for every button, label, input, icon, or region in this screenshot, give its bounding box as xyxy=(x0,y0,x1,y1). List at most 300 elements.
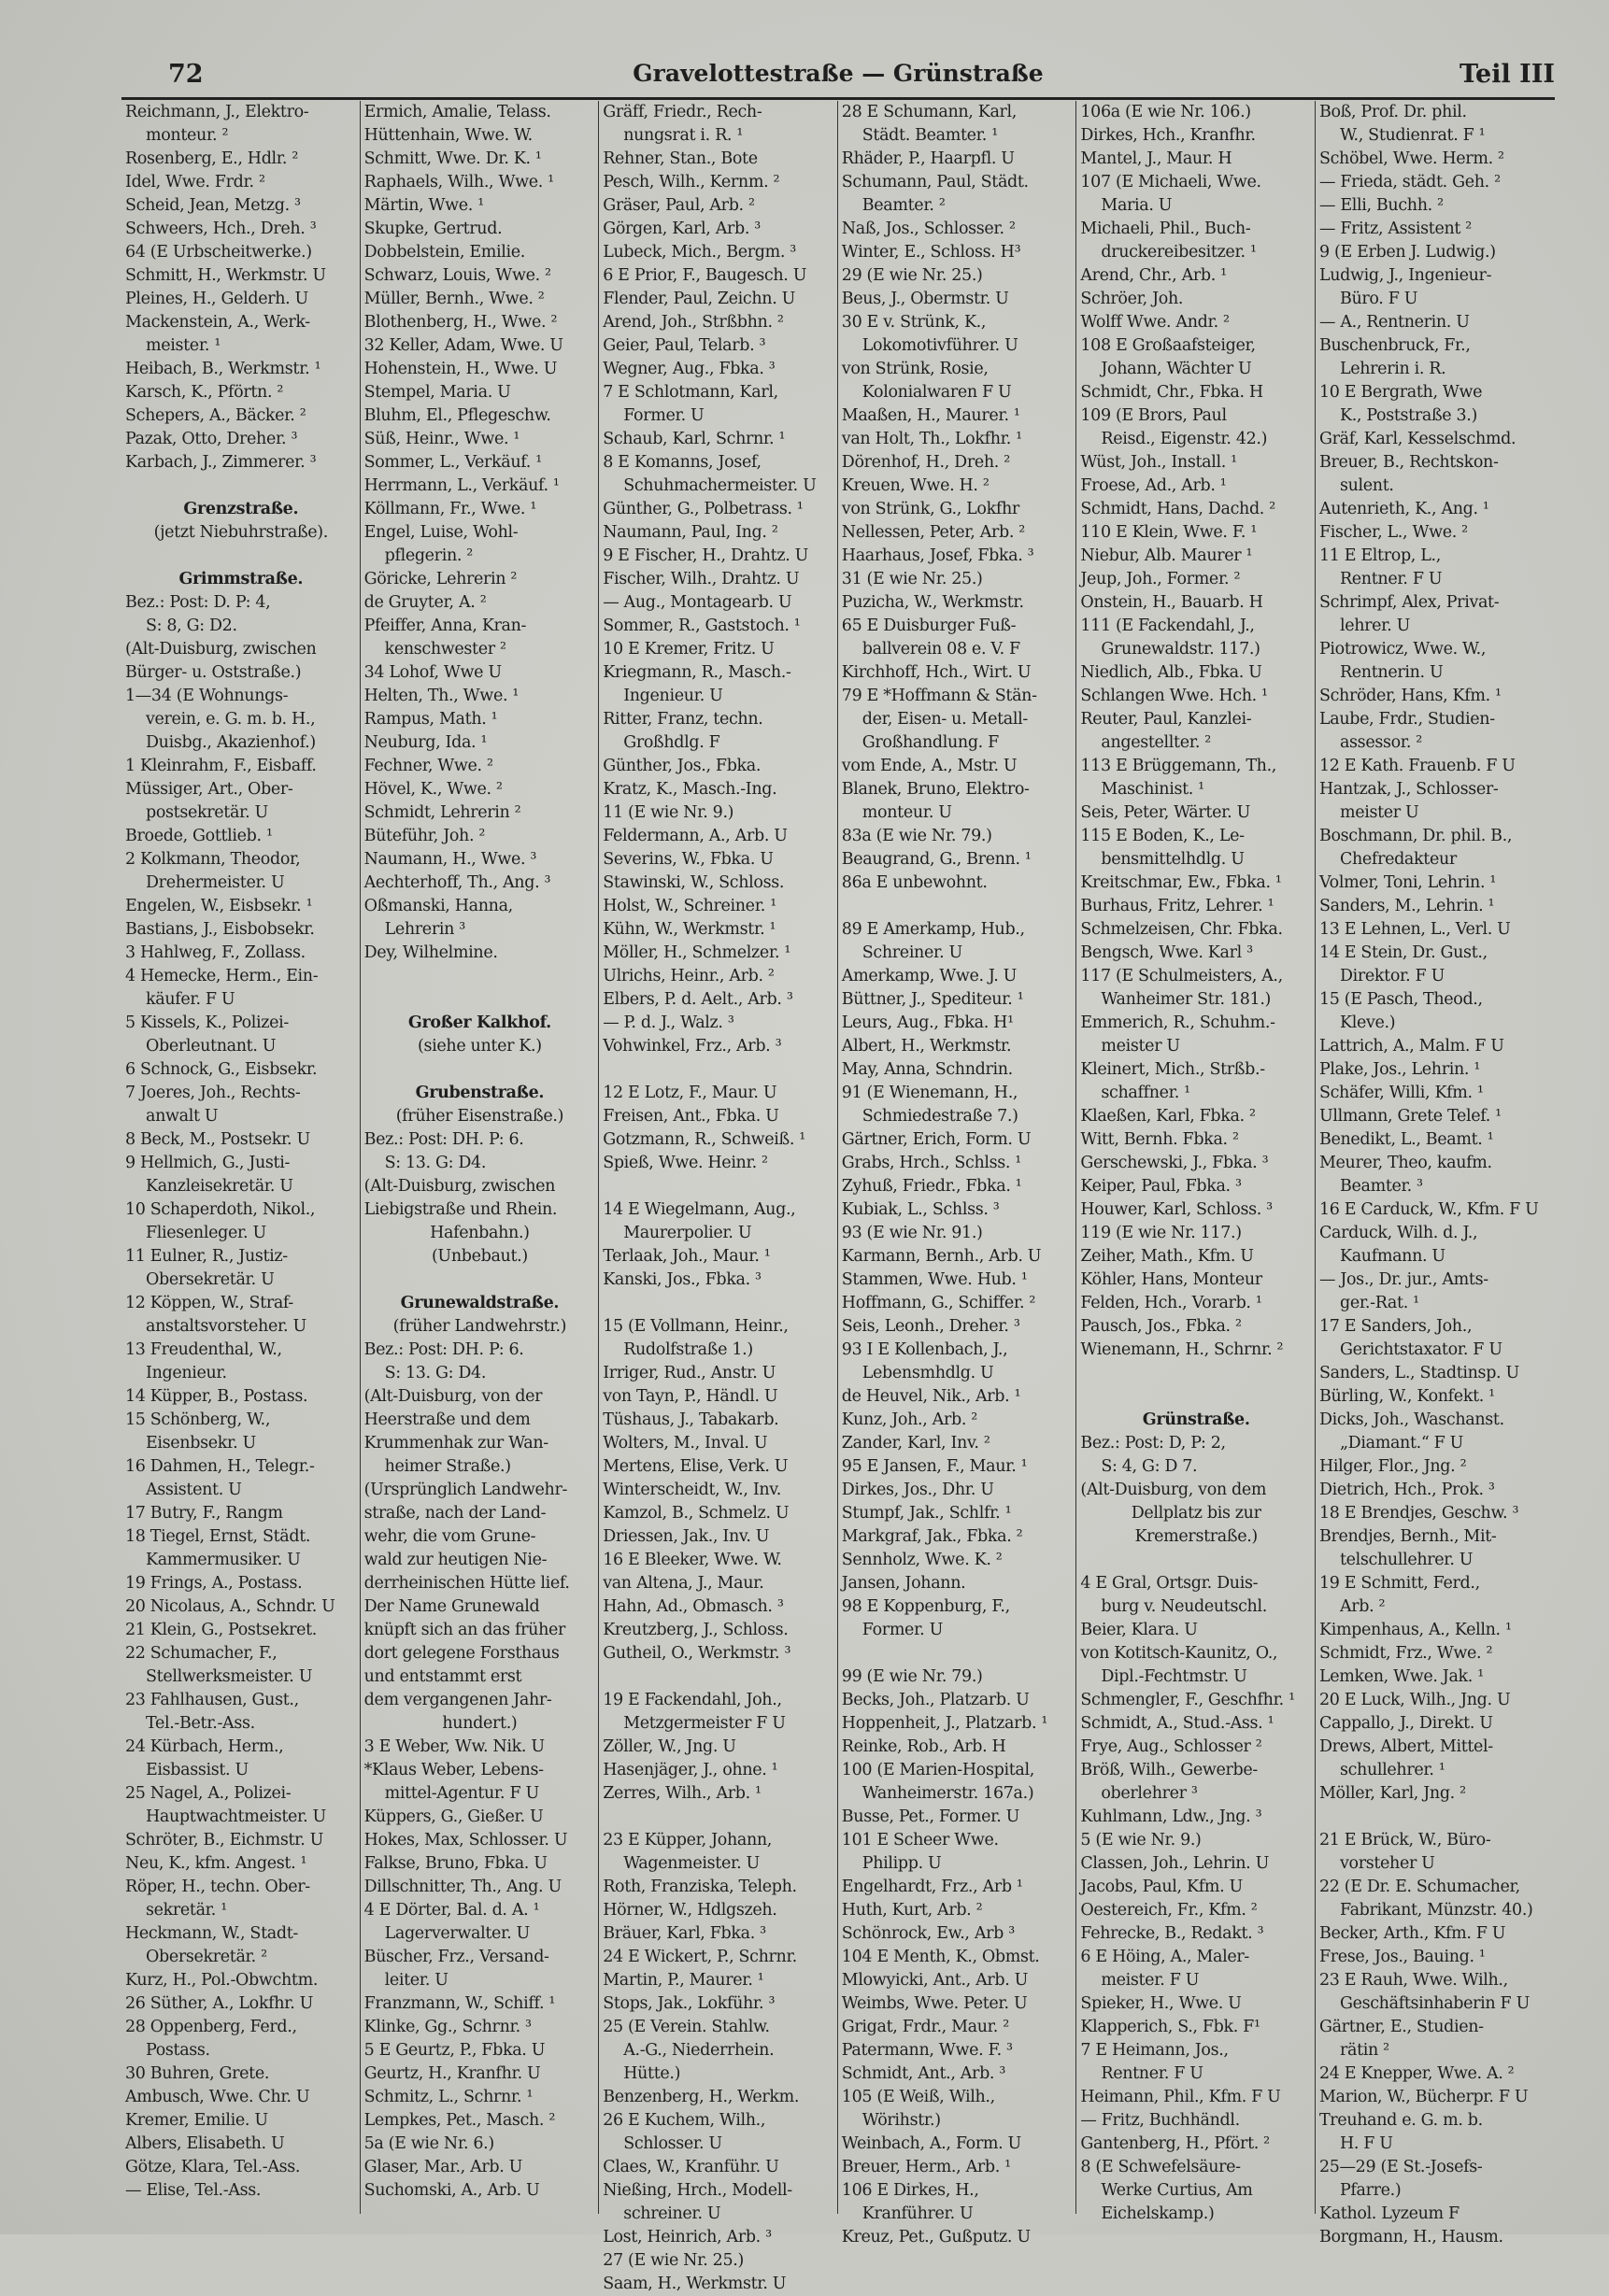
street-heading: Grimmstraße. xyxy=(178,570,304,588)
directory-line xyxy=(364,965,596,988)
directory-line: Schönrock, Ew., Arb ³ xyxy=(841,1924,1015,1943)
street-heading: Grünstraße. xyxy=(1142,1410,1250,1429)
directory-line: Busse, Pet., Former. U xyxy=(841,1807,1020,1826)
directory-line: 98 E Koppenburg, F., xyxy=(841,1597,1010,1616)
directory-line: Raphaels, Wilh., Wwe. ¹ xyxy=(363,173,554,191)
directory-line: Fliesenleger. U xyxy=(146,1224,266,1242)
directory-line: Dirkes, Jos., Dhr. U xyxy=(841,1481,994,1499)
directory-line: Vohwinkel, Frz., Arb. ³ xyxy=(603,1037,782,1056)
directory-line: Werke Curtius, Am xyxy=(1101,2181,1253,2200)
directory-line: van Holt, Th., Lokfhr. ¹ xyxy=(841,430,1022,448)
directory-line: 27 (E wie Nr. 25.) xyxy=(603,2251,744,2270)
directory-line: Naß, Jos., Schlosser. ² xyxy=(841,220,1016,238)
directory-line: Obersekretär. ² xyxy=(146,1948,267,1966)
directory-line: Ritter, Franz, techn. xyxy=(603,710,763,729)
directory-line: Spieker, H., Wwe. U xyxy=(1080,1994,1242,2013)
directory-line: 12 E Lotz, F., Maur. U xyxy=(603,1084,777,1102)
directory-line: Keiper, Paul, Fbka. ³ xyxy=(1080,1177,1242,1196)
directory-line: (früher Landwehrstr.) xyxy=(392,1317,567,1336)
directory-line: schullehrer. ¹ xyxy=(1339,1761,1445,1779)
directory-line: Schöbel, Wwe. Herm. ² xyxy=(1318,149,1504,168)
directory-line: Schmidt, A., Stud.-Ass. ¹ xyxy=(1080,1714,1274,1733)
directory-line: 5 E Geurtz, P., Fbka. U xyxy=(363,2041,546,2060)
directory-line: Houwer, Karl, Schloss. ³ xyxy=(1080,1200,1273,1219)
directory-line: postsekretär. U xyxy=(146,803,268,822)
directory-line: Hokes, Max, Schlosser. U xyxy=(363,1831,568,1850)
directory-line: (Alt-Duisburg, von dem xyxy=(1080,1481,1267,1499)
directory-line: (jetzt Niebuhrstraße). xyxy=(153,523,328,542)
directory-line: Ulrichs, Heinr., Arb. ² xyxy=(603,967,775,985)
directory-line: Oßmanski, Hanna, xyxy=(363,897,513,915)
directory-line: Eisenbsekr. U xyxy=(146,1434,256,1453)
directory-line: 83a (E wie Nr. 79.) xyxy=(841,827,992,845)
directory-line: lehrer. U xyxy=(1339,617,1411,635)
directory-line: Arb. ² xyxy=(1339,1597,1386,1616)
directory-line: Fehrecke, B., Redakt. ³ xyxy=(1080,1924,1264,1943)
directory-line: Schmiedestraße 7.) xyxy=(861,1107,1018,1126)
running-title: Gravelottestraße — Grünstraße xyxy=(633,60,1044,87)
directory-line: Märtin, Wwe. ¹ xyxy=(363,196,484,215)
directory-line: 21 E Brück, W., Büro- xyxy=(1318,1831,1491,1850)
directory-line: Dietrich, Hch., Prok. ³ xyxy=(1318,1481,1495,1499)
directory-line: Oberleutnant. U xyxy=(146,1037,277,1056)
directory-line: Ludwig, J., Ingenieur- xyxy=(1318,266,1492,285)
directory-line: von Kotitsch-Kaunitz, O., xyxy=(1080,1644,1278,1663)
directory-line: Schmitt, H., Werkmstr. U xyxy=(125,266,326,285)
directory-line: ger.-Rat. ¹ xyxy=(1339,1294,1419,1312)
directory-line: Dillschnitter, Th., Ang. U xyxy=(363,1878,562,1896)
directory-line: derrheinischen Hütte lief. xyxy=(363,1574,570,1593)
directory-line: Schmidt, Chr., Fbka. H xyxy=(1080,383,1263,402)
directory-line: Büteführ, Joh. ² xyxy=(363,827,486,845)
directory-line: 100 (E Marien-Hospital, xyxy=(841,1761,1034,1779)
directory-line: Bez.: Post: DH. P: 6. xyxy=(363,1340,524,1359)
directory-line: 95 E Jansen, F., Maur. ¹ xyxy=(841,1457,1028,1476)
directory-line: Mertens, Elise, Verk. U xyxy=(603,1457,789,1476)
directory-line: Schwarz, Louis, Wwe. ² xyxy=(363,266,551,285)
directory-line: Mackenstein, A., Werk- xyxy=(125,313,310,332)
directory-line: Pfarre.) xyxy=(1339,2181,1402,2200)
directory-line: Geier, Paul, Telarb. ³ xyxy=(603,336,766,355)
directory-line: 10 E Bergrath, Wwe xyxy=(1318,383,1483,402)
directory-line: Severins, W., Fbka. U xyxy=(603,850,774,869)
directory-line: Kamzol, B., Schmelz. U xyxy=(603,1504,790,1523)
directory-line: 32 Keller, Adam, Wwe. U xyxy=(363,336,563,355)
directory-line: Arend, Chr., Arb. ¹ xyxy=(1080,266,1227,285)
directory-line: Pesch, Wilh., Kernm. ² xyxy=(603,173,780,191)
directory-line: 9 E Fischer, H., Drahtz. U xyxy=(603,546,809,565)
directory-line xyxy=(364,1268,596,1292)
directory-line: Dobbelstein, Emilie. xyxy=(363,243,525,262)
directory-line: Der Name Grunewald xyxy=(363,1597,540,1616)
directory-line: Former. U xyxy=(623,406,705,425)
directory-line: Bengsch, Wwe. Karl ³ xyxy=(1080,943,1253,962)
directory-line: Autenrieth, K., Ang. ¹ xyxy=(1318,500,1489,518)
directory-line: Eichelskamp.) xyxy=(1101,2204,1215,2223)
directory-line: 22 (E Dr. E. Schumacher, xyxy=(1318,1878,1520,1896)
directory-line: Möller, H., Schmelzer. ¹ xyxy=(603,943,791,962)
directory-line: Spieß, Wwe. Heinr. ² xyxy=(603,1154,768,1172)
directory-line: Süß, Heinr., Wwe. ¹ xyxy=(363,430,520,448)
directory-line: 15 Schönberg, W., xyxy=(125,1410,271,1429)
directory-line: Rentner. F U xyxy=(1101,2064,1203,2083)
directory-line: Hüttenhain, Wwe. W. xyxy=(363,126,533,145)
directory-line: Meurer, Theo, kaufm. xyxy=(1318,1154,1492,1172)
directory-line: Wörihstr.) xyxy=(861,2111,941,2130)
directory-line: 18 Tiegel, Ernst, Städt. xyxy=(125,1527,311,1546)
directory-line: Wegner, Aug., Fbka. ³ xyxy=(603,360,776,378)
directory-line: Kreutzberg, J., Schloss. xyxy=(603,1621,789,1639)
directory-line: Günther, Jos., Fbka. xyxy=(603,757,762,775)
directory-line: 28 E Schumann, Karl, xyxy=(841,103,1018,121)
directory-line: Naumann, H., Wwe. ³ xyxy=(363,850,537,869)
directory-line: druckereibesitzer. ¹ xyxy=(1101,243,1257,262)
directory-line: 111 (E Fackendahl, J., xyxy=(1080,617,1255,635)
page-number: 72 xyxy=(168,60,204,89)
directory-line: 16 E Carduck, W., Kfm. F U xyxy=(1318,1200,1539,1219)
directory-line: Schrimpf, Alex, Privat- xyxy=(1318,593,1500,612)
directory-line: Martin, P., Maurer. ¹ xyxy=(603,1971,764,1990)
directory-line: 24 E Knepper, Wwe. A. ² xyxy=(1318,2064,1515,2083)
directory-line: und entstammt erst xyxy=(363,1667,522,1686)
directory-line: 8 (E Schwefelsäure- xyxy=(1080,2158,1241,2176)
directory-line: Grunewaldstr. 117.) xyxy=(1101,640,1260,659)
directory-line: Ambusch, Wwe. Chr. U xyxy=(125,2088,310,2106)
directory-line: 16 Dahmen, H., Telegr.- xyxy=(125,1457,315,1476)
directory-line: 24 Kürbach, Herm., xyxy=(125,1737,284,1756)
directory-line: 64 (E Urbscheitwerke.) xyxy=(125,243,312,262)
directory-line: Freisen, Ant., Fbka. U xyxy=(603,1107,779,1126)
directory-line: 117 (E Schulmeisters, A., xyxy=(1080,967,1283,985)
directory-line: Boß, Prof. Dr. phil. xyxy=(1318,103,1467,121)
directory-line: Maria. U xyxy=(1101,196,1173,215)
directory-line: Reichmann, J., Elektro- xyxy=(125,103,309,121)
directory-line: 19 E Fackendahl, Joh., xyxy=(603,1691,782,1709)
directory-line: 101 E Scheer Wwe. xyxy=(841,1831,999,1850)
directory-line: Gerichtstaxator. F U xyxy=(1339,1340,1502,1359)
directory-line: 104 E Menth, K., Obmst. xyxy=(841,1948,1040,1966)
directory-line: assessor. ² xyxy=(1339,733,1422,752)
directory-line: Fechner, Wwe. ² xyxy=(363,757,493,775)
directory-line xyxy=(1080,1362,1312,1385)
directory-line xyxy=(1080,1549,1312,1572)
directory-line: 30 Buhren, Grete. xyxy=(125,2064,270,2083)
directory-line: (Alt-Duisburg, von der xyxy=(363,1387,543,1406)
directory-line xyxy=(842,1642,1074,1665)
directory-line: Maschinist. ¹ xyxy=(1101,780,1204,799)
directory-line: Schmidt, Ant., Arb. ³ xyxy=(841,2064,1006,2083)
directory-line: K., Poststraße 3.) xyxy=(1339,406,1477,425)
directory-line: Geschäftsinhaberin F U xyxy=(1339,1994,1530,2013)
directory-line: wald zur heutigen Nie- xyxy=(363,1551,548,1569)
directory-line: Markgraf, Jak., Fbka. ² xyxy=(841,1527,1023,1546)
directory-line: Gräser, Paul, Arb. ² xyxy=(603,196,755,215)
directory-line: — A., Rentnerin. U xyxy=(1318,313,1470,332)
directory-line: Marion, W., Bücherpr. F U xyxy=(1318,2088,1529,2106)
directory-line: Kunz, Joh., Arb. ² xyxy=(841,1410,977,1429)
directory-line: vorsteher U xyxy=(1339,1854,1435,1873)
directory-line: Drews, Albert, Mittel- xyxy=(1318,1737,1493,1756)
directory-line: verein, e. G. m. b. H., xyxy=(146,710,316,729)
directory-line: meister U xyxy=(1101,1037,1180,1056)
directory-line: Karbach, J., Zimmerer. ³ xyxy=(125,453,317,472)
directory-line: Volmer, Toni, Lehrin. ¹ xyxy=(1318,873,1497,892)
directory-line: Helten, Th., Wwe. ¹ xyxy=(363,687,520,705)
directory-line: Schlosser. U xyxy=(623,2134,722,2153)
directory-line: Rudolfstraße 1.) xyxy=(623,1340,753,1359)
directory-line: 3 E Weber, Ww. Nik. U xyxy=(363,1737,545,1756)
directory-line: 28 Oppenberg, Ferd., xyxy=(125,2018,297,2036)
directory-line: Großhandlung. F xyxy=(861,733,999,752)
directory-line: S: 13. G: D4. xyxy=(384,1154,487,1172)
directory-line: Dellplatz bis zur xyxy=(1131,1504,1261,1523)
directory-line: 18 E Brendjes, Geschw. ³ xyxy=(1318,1504,1519,1523)
directory-line: Seis, Peter, Wärter. U xyxy=(1080,803,1250,822)
directory-line: (Alt-Duisburg, zwischen xyxy=(363,1177,556,1196)
directory-line: Niedlich, Alb., Fbka. U xyxy=(1080,663,1262,682)
directory-line: rätin ² xyxy=(1339,2041,1389,2060)
directory-line: Schweers, Hch., Dreh. ³ xyxy=(125,220,317,238)
directory-line: Mlowyicki, Ant., Arb. U xyxy=(841,1971,1029,1990)
directory-line xyxy=(125,475,357,498)
directory-line: Grabs, Hrch., Schlss. ¹ xyxy=(841,1154,1021,1172)
directory-line: Brendjes, Bernh., Mit- xyxy=(1318,1527,1497,1546)
directory-line: Holst, W., Schreiner. ¹ xyxy=(603,897,776,915)
directory-line: 9 Hellmich, G., Justi- xyxy=(125,1154,291,1172)
directory-line xyxy=(603,1058,834,1082)
directory-line: Nellessen, Peter, Arb. ² xyxy=(841,523,1025,542)
directory-line: Hafenbahn.) xyxy=(430,1224,530,1242)
directory-line: Kleve.) xyxy=(1339,1013,1396,1032)
street-heading: Grenzstraße. xyxy=(183,500,299,518)
directory-line: A.-G., Niederrhein. xyxy=(623,2041,775,2060)
directory-line: 1 Kleinrahm, F., Eisbaff. xyxy=(125,757,317,775)
directory-line: Saam, H., Werkmstr. U xyxy=(603,2275,787,2293)
directory-line: Froese, Ad., Arb. ¹ xyxy=(1080,476,1227,495)
directory-line: Wanheimerstr. 167a.) xyxy=(861,1784,1034,1803)
directory-line: Gräf, Karl, Kesselschmd. xyxy=(1318,430,1516,448)
directory-line: 7 E Heimann, Jos., xyxy=(1080,2041,1229,2060)
directory-line: Schmidt, Frz., Wwe. ² xyxy=(1318,1644,1493,1663)
directory-line: Schröer, Joh. xyxy=(1080,290,1184,308)
directory-line: Haarhaus, Josef, Fbka. ³ xyxy=(841,546,1034,565)
directory-line: Zeiher, Math., Kfm. U xyxy=(1080,1247,1254,1266)
directory-line: Lokomotivführer. U xyxy=(861,336,1018,355)
directory-line: Pausch, Jos., Fbka. ² xyxy=(1080,1317,1242,1336)
directory-line: Köhler, Hans, Monteur xyxy=(1080,1270,1262,1289)
directory-line: Weimbs, Wwe. Peter. U xyxy=(841,1994,1028,2013)
directory-line: Bastians, J., Eisbobsekr. xyxy=(125,920,315,939)
directory-line: dem vergangenen Jahr- xyxy=(363,1691,552,1709)
street-heading: Großer Kalkhof. xyxy=(407,1013,551,1032)
directory-line: 19 E Schmitt, Ferd., xyxy=(1318,1574,1480,1593)
directory-line: Sanders, L., Stadtinsp. U xyxy=(1318,1364,1519,1382)
directory-line: 89 E Amerkamp, Hub., xyxy=(841,920,1025,939)
directory-line: heimer Straße.) xyxy=(384,1457,511,1476)
directory-line: Obersekretär. U xyxy=(146,1270,275,1289)
directory-line: Krummenhak zur Wan- xyxy=(363,1434,548,1453)
directory-line: 2 Kolkmann, Theodor, xyxy=(125,850,301,869)
directory-line: Kanski, Jos., Fbka. ³ xyxy=(603,1270,762,1289)
directory-line: Sommer, R., Gaststoch. ¹ xyxy=(603,617,801,635)
directory-line xyxy=(364,988,596,1012)
directory-line: Becker, Arth., Kfm. F U xyxy=(1318,1924,1506,1943)
directory-line: Tel.-Betr.-Ass. xyxy=(146,1714,255,1733)
directory-line: Wüst, Joh., Install. ¹ xyxy=(1080,453,1237,472)
directory-line: 1—34 (E Wohnungs- xyxy=(125,687,289,705)
directory-line: Drehermeister. U xyxy=(146,873,285,892)
directory-line: 3 Hahlweg, F., Zollass. xyxy=(125,943,306,962)
directory-line: Gutheil, O., Werkmstr. ³ xyxy=(603,1644,791,1663)
directory-line: 23 E Rauh, Wwe. Wilh., xyxy=(1318,1971,1508,1990)
directory-line: 22 Schumacher, F., xyxy=(125,1644,278,1663)
directory-line: Kurz, H., Pol.-Obwchtm. xyxy=(125,1971,319,1990)
directory-line: 4 E Dörter, Bal. d. A. ¹ xyxy=(363,1901,540,1920)
directory-line: — Elli, Buchh. ² xyxy=(1318,196,1444,215)
directory-line: Rhäder, P., Haarpfl. U xyxy=(841,149,1015,168)
directory-line: 8 Beck, M., Postsekr. U xyxy=(125,1130,310,1149)
directory-line: Schmelzeisen, Chr. Fbka. xyxy=(1080,920,1283,939)
directory-line: 119 (E wie Nr. 117.) xyxy=(1080,1224,1242,1242)
directory-line: Irriger, Rud., Anstr. U xyxy=(603,1364,776,1382)
directory-line: Terlaak, Joh., Maur. ¹ xyxy=(603,1247,771,1266)
directory-line: Schäfer, Willi, Kfm. ¹ xyxy=(1318,1084,1484,1102)
directory-line: Lehrerin ³ xyxy=(384,920,465,939)
directory-line: Görgen, Karl, Arb. ³ xyxy=(603,220,761,238)
directory-line: Lehrerin i. R. xyxy=(1339,360,1446,378)
directory-line: 12 Köppen, W., Straf- xyxy=(125,1294,293,1312)
directory-line: Kreuen, Wwe. H. ² xyxy=(841,476,990,495)
directory-line: de Gruyter, A. ² xyxy=(363,593,487,612)
directory-line: 14 E Wiegelmann, Aug., xyxy=(603,1200,796,1219)
directory-line: Elbers, P. d. Aelt., Arb. ³ xyxy=(603,990,793,1009)
directory-line: Aechterhoff, Th., Ang. ³ xyxy=(363,873,551,892)
directory-line: Burhaus, Fritz, Lehrer. ¹ xyxy=(1080,897,1274,915)
directory-line: — Fritz, Assistent ² xyxy=(1318,220,1472,238)
directory-line: Albers, Elisabeth. U xyxy=(125,2134,285,2153)
directory-line: Becks, Joh., Platzarb. U xyxy=(841,1691,1030,1709)
directory-line: oberlehrer ³ xyxy=(1101,1784,1198,1803)
directory-column xyxy=(1076,101,1316,2223)
directory-line: Lubeck, Mich., Bergm. ³ xyxy=(603,243,796,262)
directory-line: 109 (E Brors, Paul xyxy=(1080,406,1227,425)
directory-line: Albert, H., Werkmstr. xyxy=(841,1037,1012,1056)
directory-line: Bez.: Post: DH. P: 6. xyxy=(363,1130,524,1149)
directory-line: 20 Nicolaus, A., Schndr. U xyxy=(125,1597,335,1616)
directory-line: 31 (E wie Nr. 25.) xyxy=(841,570,983,588)
directory-line: Postass. xyxy=(146,2041,210,2060)
directory-line: Glaser, Mar., Arb. U xyxy=(363,2158,523,2176)
directory-line: 65 E Duisburger Fuß- xyxy=(841,617,1017,635)
directory-line: Roth, Franziska, Teleph. xyxy=(603,1878,797,1896)
directory-line: 99 (E wie Nr. 79.) xyxy=(841,1667,983,1686)
directory-line: — P. d. J., Walz. ³ xyxy=(603,1013,734,1032)
directory-line: Gerschewski, J., Fbka. ³ xyxy=(1080,1154,1269,1172)
directory-line: Küppers, G., Gießer. U xyxy=(363,1807,544,1826)
directory-line: van Altena, J., Maur. xyxy=(603,1574,764,1593)
directory-line: 113 E Brüggemann, Th., xyxy=(1080,757,1276,775)
directory-line: Falkse, Bruno, Fbka. U xyxy=(363,1854,548,1873)
directory-line: Beamter. ³ xyxy=(1339,1177,1423,1196)
directory-line: kenschwester ² xyxy=(384,640,506,659)
directory-line: 8 E Komanns, Josef, xyxy=(603,453,762,472)
directory-line: Beier, Klara. U xyxy=(1080,1621,1198,1639)
directory-line: Hauptwachtmeister. U xyxy=(146,1807,326,1826)
directory-line: Wanheimer Str. 181.) xyxy=(1101,990,1272,1009)
directory-line: Jansen, Johann. xyxy=(841,1574,966,1593)
street-heading: Grubenstraße. xyxy=(415,1084,545,1102)
directory-line: — Aug., Montagearb. U xyxy=(603,593,792,612)
directory-line xyxy=(842,895,1074,918)
directory-line: Herrmann, L., Verkäuf. ¹ xyxy=(363,476,560,495)
directory-line: Laube, Frdr., Studien- xyxy=(1318,710,1495,729)
directory-line: Oestereich, Fr., Kfm. ² xyxy=(1080,1901,1258,1920)
directory-line: Patermann, Wwe. F. ³ xyxy=(841,2041,1013,2060)
directory-line: 16 E Bleeker, Wwe. W. xyxy=(603,1551,782,1569)
directory-line: (siehe unter K.) xyxy=(418,1037,542,1056)
directory-line: Neu, K., kfm. Angest. ¹ xyxy=(125,1854,307,1873)
directory-line: 26 E Kuchem, Wilh., xyxy=(603,2111,766,2130)
directory-line: Onstein, H., Bauarb. H xyxy=(1080,593,1263,612)
directory-line: 13 Freudenthal, W., xyxy=(125,1340,282,1359)
directory-line: 5a (E wie Nr. 6.) xyxy=(363,2134,494,2153)
directory-line: Driessen, Jak., Inv. U xyxy=(603,1527,770,1546)
directory-line: 25 (E Verein. Stahlw. xyxy=(603,2018,770,2036)
directory-line: 6 Schnock, G., Eisbsekr. xyxy=(125,1060,318,1079)
directory-line: Gärtner, Erich, Form. U xyxy=(841,1130,1032,1149)
directory-line: 26 Süther, A., Lokfhr. U xyxy=(125,1994,314,2013)
directory-line: der, Eisen- u. Metall- xyxy=(861,710,1028,729)
directory-line: de Heuvel, Nik., Arb. ¹ xyxy=(841,1387,1021,1406)
directory-line: Dörenhof, H., Dreh. ² xyxy=(841,453,1010,472)
directory-line: Lost, Heinrich, Arb. ³ xyxy=(603,2228,772,2246)
directory-line: Bez.: Post: D. P: 4, xyxy=(125,593,271,612)
directory-line: Wolff Wwe. Andr. ² xyxy=(1080,313,1230,332)
directory-line: Stawinski, W., Schloss. xyxy=(603,873,785,892)
directory-line: Ermich, Amalie, Telass. xyxy=(363,103,551,121)
directory-line: Rentner. F U xyxy=(1339,570,1443,588)
directory-line: meister U xyxy=(1339,803,1419,822)
directory-line: Gräff, Friedr., Rech- xyxy=(603,103,762,121)
directory-line: Schumann, Paul, Städt. xyxy=(841,173,1029,191)
directory-line: anstaltsvorsteher. U xyxy=(146,1317,306,1336)
directory-column xyxy=(1316,101,1555,2246)
directory-line: Rentnerin. U xyxy=(1339,663,1444,682)
directory-line: Schmitz, L., Schrnr. ¹ xyxy=(363,2088,534,2106)
directory-line: 4 E Gral, Ortsgr. Duis- xyxy=(1080,1574,1259,1593)
directory-line: Stumpf, Jak., Schlfr. ¹ xyxy=(841,1504,1012,1523)
directory-line: vom Ende, A., Mstr. U xyxy=(841,757,1018,775)
directory-line: Lagerverwalter. U xyxy=(384,1924,530,1943)
directory-line: Schepers, A., Bäcker. ² xyxy=(125,406,306,425)
directory-line: 4 Hemecke, Herm., Ein- xyxy=(125,967,319,985)
directory-line: Pazak, Otto, Dreher. ³ xyxy=(125,430,298,448)
directory-line: Kolonialwaren F U xyxy=(861,383,1012,402)
directory-line: 14 Küpper, B., Postass. xyxy=(125,1387,308,1406)
directory-line: Schmitt, Wwe. Dr. K. ¹ xyxy=(363,149,542,168)
directory-line: 106a (E wie Nr. 106.) xyxy=(1080,103,1251,121)
directory-line: Borgmann, H., Hausm. xyxy=(1318,2228,1503,2246)
directory-line: 24 E Wickert, P., Schrnr. xyxy=(603,1948,797,1966)
directory-line: 7 Joeres, Joh., Rechts- xyxy=(125,1084,301,1102)
directory-line: (Alt-Duisburg, zwischen xyxy=(125,640,317,659)
directory-line: Neuburg, Ida. ¹ xyxy=(363,733,488,752)
directory-line: 17 Butry, F., Rangm xyxy=(125,1504,283,1523)
directory-line xyxy=(603,1292,834,1315)
directory-line: Heibach, B., Werkmstr. ¹ xyxy=(125,360,321,378)
directory-line: — Fritz, Buchhändl. xyxy=(1080,2111,1240,2130)
directory-line: Müller, Bernh., Wwe. ² xyxy=(363,290,545,308)
